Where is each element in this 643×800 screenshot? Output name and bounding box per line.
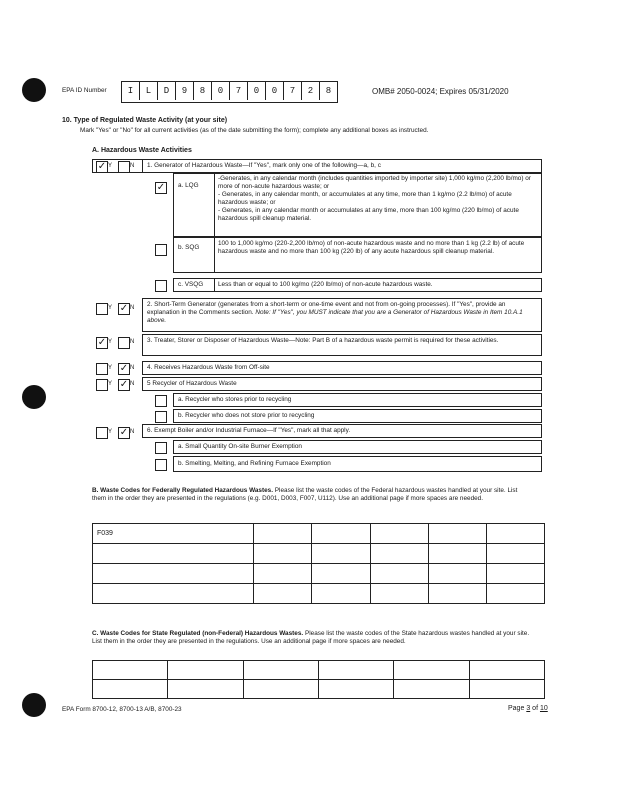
q5b-text: b. Recycler who does not store prior to recycling <box>178 412 315 419</box>
q4-yes-checkbox[interactable] <box>96 363 108 375</box>
q5-yes-checkbox[interactable] <box>96 379 108 391</box>
waste-code-cell[interactable] <box>486 544 544 564</box>
waste-code-cell[interactable] <box>93 584 254 604</box>
part-c-grid <box>92 660 545 699</box>
q3-no-checkbox[interactable] <box>118 337 130 349</box>
waste-code-cell[interactable] <box>318 661 393 680</box>
q1-text: 1. Generator of Hazardous Waste—If "Yes", mark only one of the following—a, b, c <box>147 162 381 169</box>
q1a-text: -Generates, in any calendar month (includes quantities imported by importer site) 1,000 kg/mo (2,200 lb/mo) or more of non-acute hazardous waste; or - Generates, in any calendar month, or accumulates at any time, more than 1 kg/mo (2.2 lb/mo) of acute hazardous waste; or - Generates, in any calendar month or accumulates at any time, more than 100 kg/mo (220 lb/mo) of acute hazardous spill cleanup material. <box>218 175 531 222</box>
epa-id-char: 7 <box>284 82 302 100</box>
q1b-checkbox[interactable] <box>155 244 167 256</box>
q3-yes-label: Y <box>108 339 113 345</box>
page-label: Page <box>508 705 525 712</box>
epa-id-char: 8 <box>194 82 212 100</box>
waste-code-cell[interactable] <box>370 524 428 544</box>
q4-yes-label: Y <box>108 365 113 371</box>
waste-code-cell[interactable] <box>486 564 544 584</box>
q6-yes-label: Y <box>108 429 113 435</box>
waste-code-cell[interactable] <box>312 584 370 604</box>
waste-code-cell[interactable] <box>243 680 318 699</box>
punch-hole-middle <box>22 385 46 409</box>
q3-no-label: N <box>130 339 135 345</box>
waste-code-cell[interactable] <box>93 661 168 680</box>
page-of: of <box>532 705 539 712</box>
epa-id-char: 8 <box>325 86 332 96</box>
q5-yes-label: Y <box>108 381 113 387</box>
waste-code-cell[interactable] <box>394 680 469 699</box>
waste-code-cell[interactable] <box>370 564 428 584</box>
q1b-label: b. SQG <box>178 244 200 251</box>
q2-text <box>147 301 537 325</box>
q4-no-label: N <box>130 365 135 371</box>
q6-text: 6. Exempt Boiler and/or Industrial Furnace—If "Yes", mark all that apply. <box>147 427 351 434</box>
q1b-text: 100 to 1,000 kg/mo (220-2,200 lb/mo) of non-acute hazardous waste and no more than 1 kg (2.2 lb) of acute hazardous waste and no more than 100 kg (220 lb) of any acute hazardous spill cleanup material. <box>218 240 525 255</box>
q1c-label: c. VSQG <box>178 281 204 288</box>
waste-code-cell[interactable] <box>469 661 544 680</box>
q1-yes-checkbox[interactable]: ✓ <box>97 161 107 172</box>
waste-code-cell[interactable] <box>254 524 312 544</box>
epa-id-char: 9 <box>176 82 194 100</box>
q6a-checkbox[interactable] <box>155 442 167 454</box>
part-b-text: Please list the waste codes of the Federal hazardous wastes handled at your site. List them in the order they are presented in the regulations (e.g. D001, D003, F007, U112). Use an additional page if more spaces are needed. <box>92 487 518 502</box>
q3-yes-checkbox[interactable]: ✓ <box>97 337 107 348</box>
q5a-text: a. Recycler who stores prior to recycling <box>178 396 292 403</box>
section-title: 10. Type of Regulated Waste Activity (at your site) <box>62 117 228 124</box>
part-a-title: A. Hazardous Waste Activities <box>92 147 192 154</box>
waste-code-cell[interactable] <box>428 564 486 584</box>
waste-code-cell[interactable] <box>168 661 243 680</box>
epa-id-char: 0 <box>266 82 284 100</box>
q6a-text: a. Small Quantity On-site Burner Exemption <box>178 443 302 450</box>
epa-id-char: 0 <box>212 82 230 100</box>
q5-no-label: N <box>130 381 135 387</box>
q1-yes-label: Y <box>108 163 113 169</box>
epa-id-field[interactable] <box>121 81 338 103</box>
page-number <box>508 704 548 713</box>
waste-code-cell[interactable] <box>469 680 544 699</box>
q2-no-checkbox[interactable]: ✓ <box>119 303 129 314</box>
q2-no-label: N <box>130 305 135 311</box>
waste-code-cell[interactable] <box>428 584 486 604</box>
waste-code-cell[interactable] <box>93 524 254 544</box>
epa-id-char: 0 <box>248 82 266 100</box>
part-b-title: B. Waste Codes for Federally Regulated Hazardous Wastes. <box>92 487 273 494</box>
waste-code-cell[interactable] <box>312 524 370 544</box>
waste-code-cell[interactable] <box>168 680 243 699</box>
waste-code-cell[interactable] <box>318 680 393 699</box>
part-c-text: Please list the waste codes of the State hazardous wastes handled at your site. List them in the order they are presented in the regulations. Use an additional page if more spaces are needed. <box>92 630 530 645</box>
part-c-title: C. Waste Codes for State Regulated (non-Federal) Hazardous Wastes. <box>92 630 304 637</box>
waste-code-cell[interactable] <box>312 544 370 564</box>
form-number: EPA Form 8700-12, 8700-13 A/B, 8700-23 <box>62 706 182 713</box>
waste-code-cell[interactable] <box>93 544 254 564</box>
q2-main: 2. Short-Term Generator (generates from a short-term or one-time event and not from on-going processes). If "Yes", provide an explanation in the Comments section. <box>147 301 506 316</box>
waste-code-cell[interactable] <box>370 584 428 604</box>
q6-no-checkbox[interactable]: ✓ <box>119 427 129 438</box>
q2-yes-label: Y <box>108 305 113 311</box>
epa-id-char: D <box>158 82 176 100</box>
epa-id-char: 2 <box>302 82 320 100</box>
waste-code: F039 <box>97 530 113 537</box>
waste-code-cell[interactable] <box>254 584 312 604</box>
q6b-text: b. Smelting, Melting, and Refining Furnace Exemption <box>178 460 331 467</box>
waste-code-cell[interactable] <box>486 524 544 544</box>
q3-text: 3. Treater, Storer or Disposer of Hazardous Waste—Note: Part B of a hazardous waste permit is required for these activities. <box>147 337 499 344</box>
omb-number: OMB# 2050-0024; Expires 05/31/2020 <box>372 87 509 96</box>
q4-text: 4. Receives Hazardous Waste from Off-site <box>147 364 270 371</box>
epa-id-label: EPA ID Number <box>62 87 107 94</box>
waste-code-cell[interactable] <box>312 564 370 584</box>
q4-no-checkbox[interactable]: ✓ <box>119 363 129 374</box>
waste-code-cell[interactable] <box>93 564 254 584</box>
q1c-checkbox[interactable] <box>155 280 167 292</box>
waste-code-cell[interactable] <box>254 564 312 584</box>
waste-code-cell[interactable] <box>394 661 469 680</box>
q5a-checkbox[interactable] <box>155 395 167 407</box>
waste-code-cell[interactable] <box>486 584 544 604</box>
epa-id-char: L <box>140 82 158 100</box>
page-total: 10 <box>539 705 548 712</box>
q1-no-label: N <box>130 163 135 169</box>
q6-no-label: N <box>130 429 135 435</box>
q5-text: 5 Recycler of Hazardous Waste <box>147 380 237 387</box>
section-instructions: Mark "Yes" or "No" for all current activities (as of the date submitting the form); complete any additional boxes as instructed. <box>80 127 429 134</box>
waste-code-cell[interactable] <box>370 544 428 564</box>
q6b-checkbox[interactable] <box>155 459 167 471</box>
punch-hole-bottom <box>22 693 46 717</box>
part-b-heading <box>92 487 532 503</box>
part-b-grid <box>92 523 545 604</box>
q5b-checkbox[interactable] <box>155 411 167 423</box>
q6-yes-checkbox[interactable] <box>96 427 108 439</box>
page-current: 3 <box>526 705 531 712</box>
waste-code-cell[interactable] <box>93 680 168 699</box>
waste-code-cell[interactable] <box>243 661 318 680</box>
q1-no-checkbox[interactable] <box>118 161 130 173</box>
punch-hole-top <box>22 78 46 102</box>
q2-yes-checkbox[interactable] <box>96 303 108 315</box>
q1a-checkbox[interactable]: ✓ <box>156 182 166 193</box>
q2-note: Note: If "Yes", you MUST indicate that you are a Generator of Hazardous Waste in Item 10.A.1 above. <box>147 309 523 324</box>
q1c-text: Less than or equal to 100 kg/mo (220 lb/mo) of non-acute hazardous waste. <box>218 281 433 288</box>
waste-code-cell[interactable] <box>428 524 486 544</box>
part-c-heading <box>92 630 532 646</box>
waste-code-cell[interactable] <box>254 544 312 564</box>
q1a-label: a. LQG <box>178 182 199 189</box>
epa-id-char: I <box>122 82 140 100</box>
q5-no-checkbox[interactable]: ✓ <box>119 379 129 390</box>
waste-code-cell[interactable] <box>428 544 486 564</box>
epa-id-char: 7 <box>230 82 248 100</box>
